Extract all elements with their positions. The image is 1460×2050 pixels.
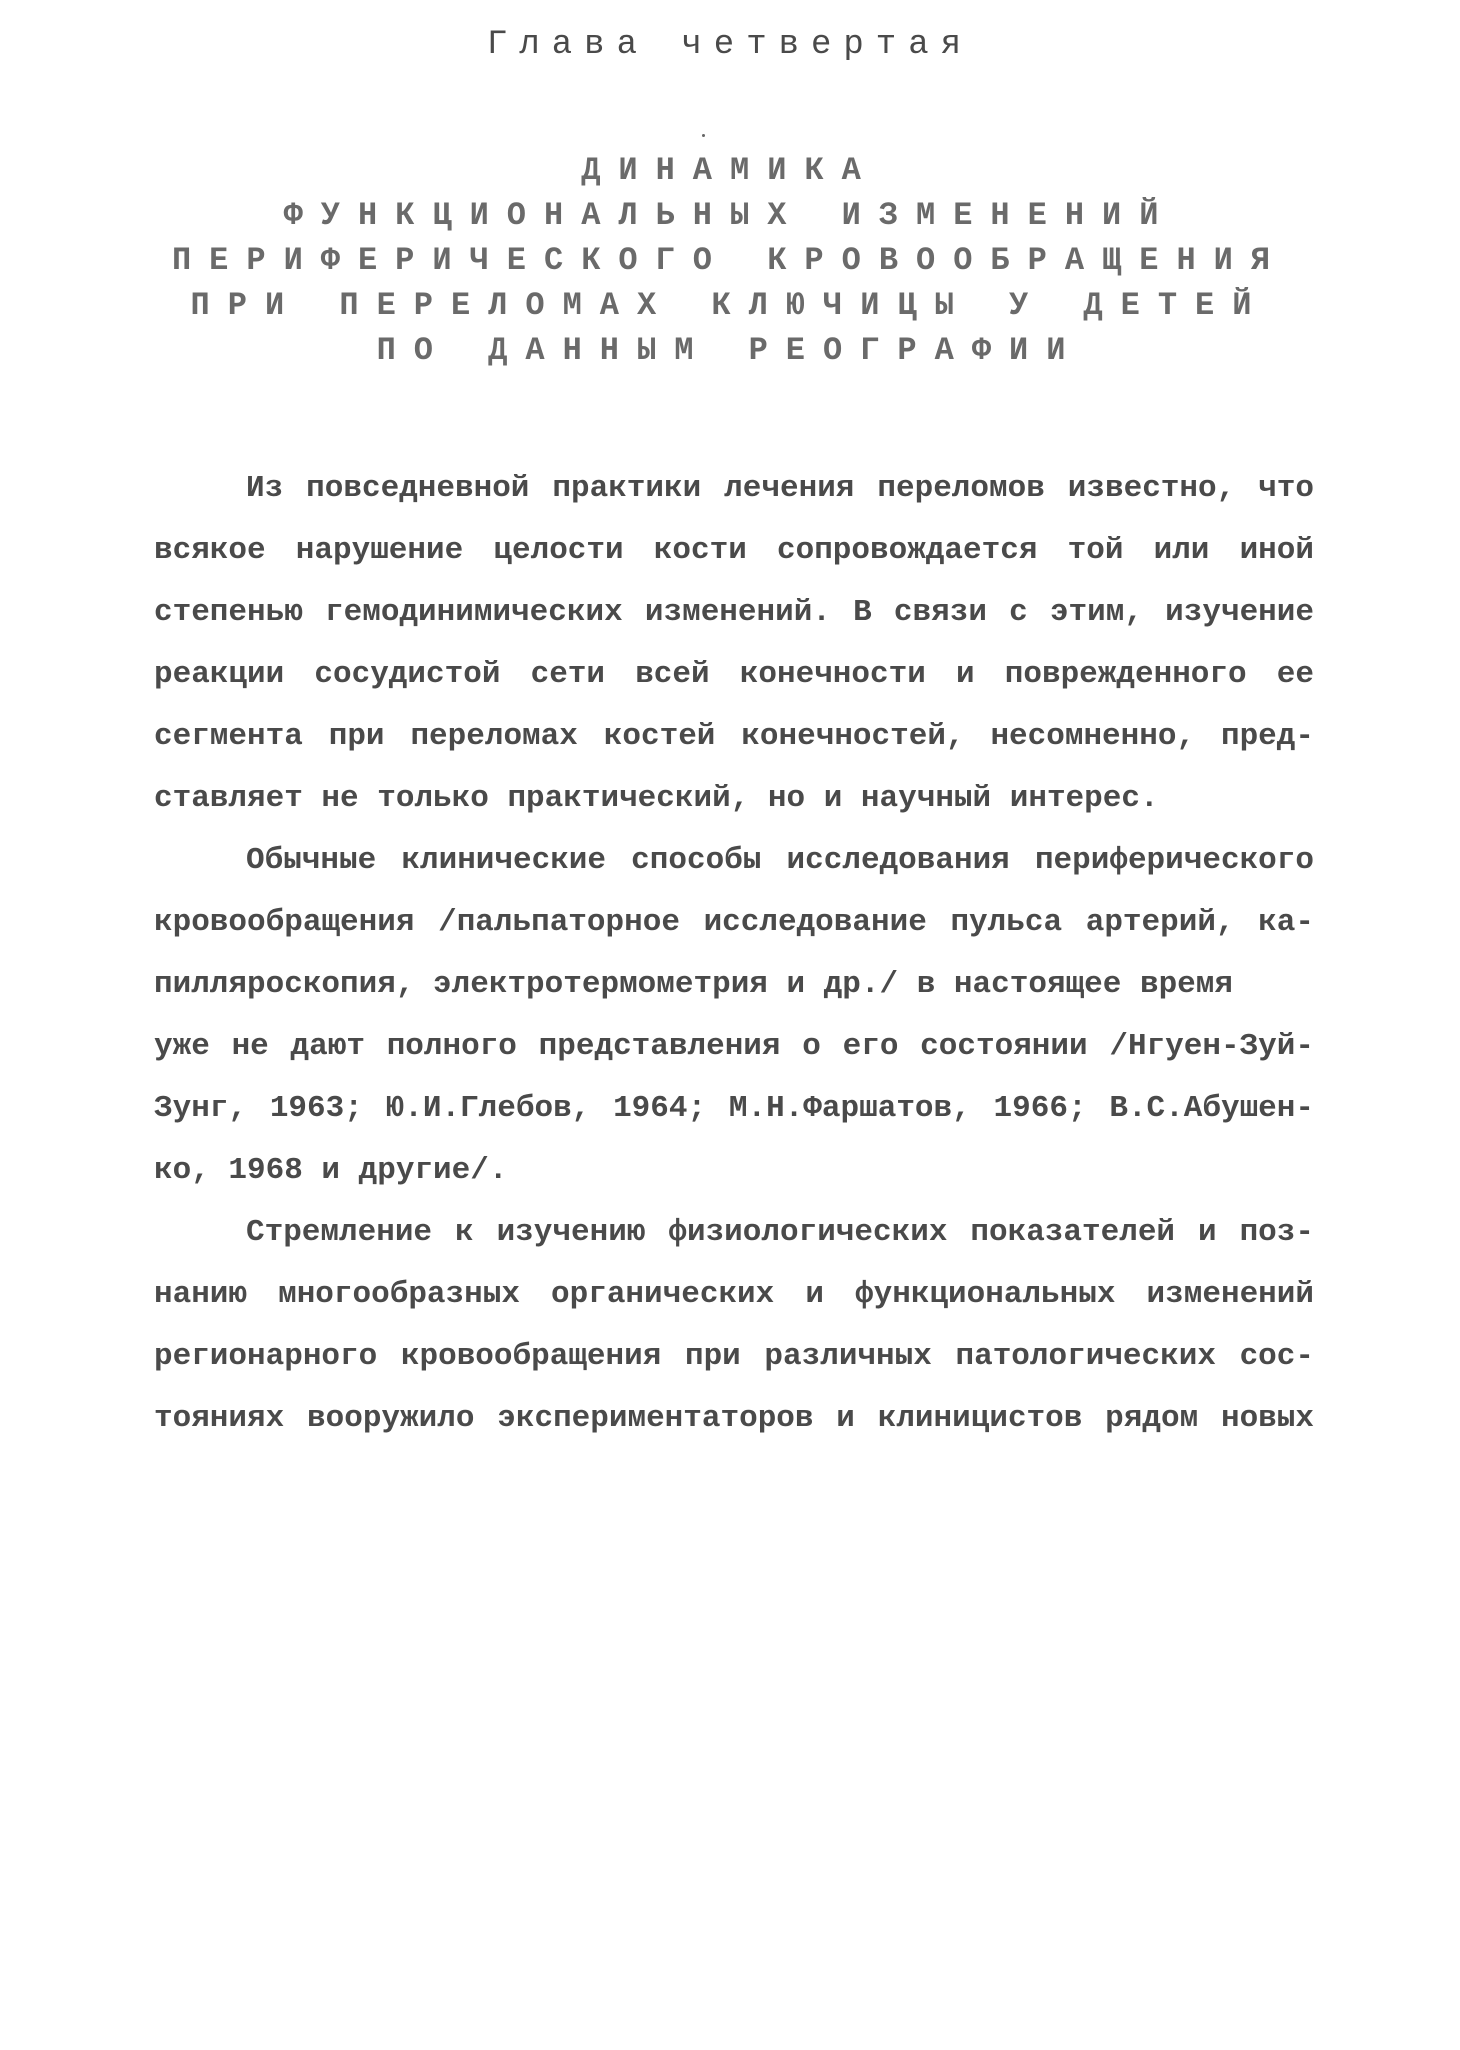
- text-line: Обычные клинические способы исследования периферического: [246, 843, 1314, 878]
- text-line: степенью гемодинимических изменений. В связи с этим, изучение: [154, 595, 1314, 630]
- scan-speck: [702, 134, 705, 137]
- text-line: Стремление к изучению физиологических показателей и поз-: [246, 1215, 1314, 1250]
- text-line: реакции сосудистой сети всей конечности и поврежденного ее: [154, 657, 1314, 692]
- text-line: тояниях вооружило экспериментаторов и клиницистов рядом новых: [154, 1401, 1314, 1436]
- text-line: Зунг, 1963; Ю.И.Глебов, 1964; М.Н.Фаршатов, 1966; В.С.Абушен-: [154, 1091, 1314, 1126]
- chapter-label: Глава четвертая: [486, 26, 974, 64]
- text-line: нанию многообразных органических и функциональных изменений: [154, 1277, 1314, 1312]
- text-line: уже не дают полного представления о его состоянии /Нгуен-Зуй-: [154, 1029, 1314, 1064]
- text-line: регионарного кровообращения при различных патологических сос-: [154, 1339, 1314, 1374]
- title-line: ПРИ ПЕРЕЛОМАХ КЛЮЧИЦЫ У ДЕТЕЙ: [190, 287, 1270, 324]
- text-line: ставляет не только практический, но и научный интерес.: [154, 781, 1159, 816]
- text-line: кровообращения /пальпаторное исследование пульса артерий, ка-: [154, 905, 1314, 940]
- text-line: Из повседневной практики лечения переломов известно, что: [246, 471, 1314, 506]
- text-line: сегмента при переломах костей конечностей, несомненно, пред-: [154, 719, 1314, 754]
- body-text: [154, 458, 1314, 1450]
- chapter-title: [0, 148, 1460, 373]
- title-line: ПЕРИФЕРИЧЕСКОГО КРОВООБРАЩЕНИЯ: [171, 242, 1289, 279]
- title-line: ФУНКЦИОНАЛЬНЫХ ИЗМЕНЕНИЙ: [283, 197, 1177, 234]
- title-line: ПО ДАННЫМ РЕОГРАФИИ: [376, 332, 1084, 369]
- text-line: пиллярoскопия, электротермометрия и др./ в настоящее время: [154, 967, 1233, 1002]
- text-line: всякое нарушение целости кости сопровождается той или иной: [154, 533, 1314, 568]
- title-line: ДИНАМИКА: [581, 152, 879, 189]
- text-line: ко, 1968 и другие/.: [154, 1153, 508, 1188]
